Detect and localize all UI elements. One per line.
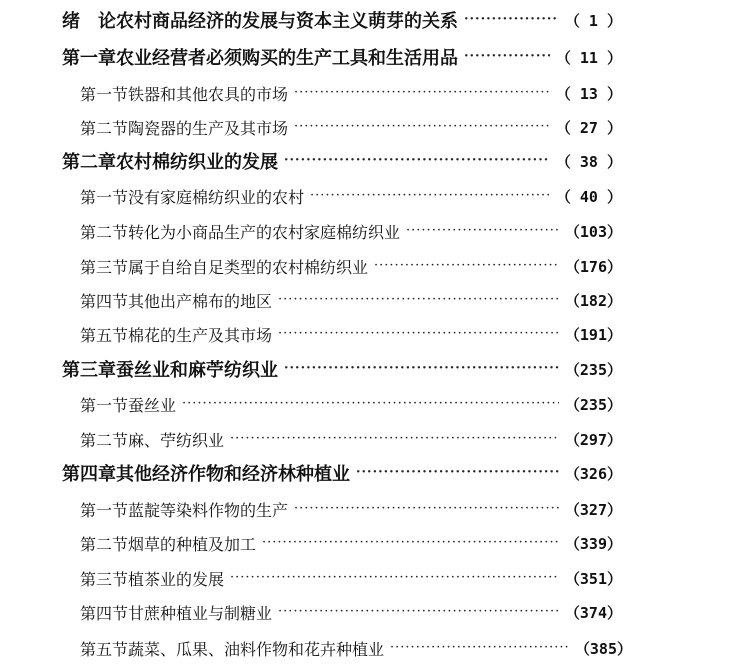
leader-dots [390,639,569,657]
entry-number: 第三节 [80,569,129,589]
entry-number: 第三章 [62,360,116,381]
toc-entry-section[interactable] [80,389,622,419]
entry-title: 麻、苧纺织业 [128,430,225,450]
entry-title: 蚕丝业和麻苧纺织业 [116,360,278,381]
entry-number: 第二节 [80,534,129,554]
leader-dots [230,569,559,587]
entry-title: 农业经营者必须购买的生产工具和生活用品 [116,48,458,69]
leader-dots [406,222,559,240]
toc-entry-section[interactable] [80,251,622,281]
entry-page: （ 1 ） [564,11,622,30]
leader-dots [278,603,559,621]
entry-number: 第二节 [80,430,129,450]
entry-page: （ 27 ） [555,118,622,137]
toc-entry-section[interactable] [80,285,622,315]
entry-number: 第四章 [62,464,116,485]
entry-page: （ 13 ） [555,84,622,103]
entry-page: （235） [564,395,622,414]
toc-entry-chapter-3[interactable] [62,354,622,384]
entry-title: 农村商品经济的发展与资本主义萌芽的关系 [116,11,458,32]
entry-number: 绪 论 [62,11,116,32]
entry-title: 蓝靛等染料作物的生产 [128,500,289,520]
entry-page: （385） [574,639,632,658]
entry-page: （182） [564,291,622,310]
toc-entry-section[interactable] [80,181,622,211]
entry-title: 棉花的生产及其市场 [128,325,273,345]
entry-number: 第一节 [80,187,129,207]
entry-number: 第五节 [80,325,129,345]
toc-entry-section[interactable] [80,563,622,593]
entry-title: 蚕丝业 [128,395,177,415]
entry-title: 转化为小商品生产的农村家庭棉纺织业 [128,222,401,242]
entry-number: 第一节 [80,500,129,520]
entry-page: （339） [564,534,622,553]
toc-entry-chapter-2[interactable] [62,146,622,176]
toc-entry-section[interactable] [80,494,622,524]
entry-number: 第二节 [80,222,129,242]
entry-number: 第四节 [80,603,129,623]
entry-number: 第一节 [80,395,129,415]
entry-title: 铁器和其他农具的市场 [128,84,289,104]
toc-entry-section[interactable] [80,216,622,246]
entry-title: 其他经济作物和经济林种植业 [116,464,350,485]
entry-number: 第二章 [62,152,116,173]
entry-number: 第四节 [80,291,129,311]
toc-entry-section[interactable] [80,112,622,142]
toc-entry-intro[interactable] [62,5,622,35]
entry-title: 甘蔗种植业与制糖业 [128,603,273,623]
leader-dots [310,187,550,205]
entry-page: （191） [564,325,622,344]
entry-title: 属于自给自足类型的农村棉纺织业 [128,257,369,277]
entry-page: （103） [564,222,622,241]
entry-number: 第五节 [80,639,129,659]
entry-page: （326） [564,464,622,483]
toc-entry-section[interactable] [80,597,622,627]
leader-dots [294,500,559,518]
leader-dots [262,534,559,552]
entry-number: 第三节 [80,257,129,277]
entry-title: 其他出产棉布的地区 [128,291,273,311]
leader-dots [284,152,550,170]
entry-title: 没有家庭棉纺织业的农村 [128,187,305,207]
leader-dots [294,118,550,136]
entry-title: 陶瓷器的生产及其市场 [128,118,289,138]
toc-entry-section[interactable] [80,424,622,454]
toc-entry-section[interactable] [80,528,622,558]
toc-entry-section[interactable] [80,633,632,663]
entry-number: 第二节 [80,118,129,138]
entry-page: （374） [564,603,622,622]
leader-dots [278,291,559,309]
entry-page: （ 40 ） [555,187,622,206]
entry-page: （ 11 ） [555,48,622,67]
entry-title: 烟草的种植及加工 [128,534,257,554]
entry-page: （327） [564,500,622,519]
entry-page: （235） [564,360,622,379]
leader-dots [464,11,559,29]
entry-page: （ 38 ） [555,152,622,171]
entry-title: 蔬菜、瓜果、油料作物和花卉种植业 [128,639,385,659]
entry-title: 植茶业的发展 [128,569,225,589]
leader-dots [230,430,559,448]
leader-dots [356,464,559,482]
entry-page: （351） [564,569,622,588]
leader-dots [294,84,550,102]
entry-title: 农村棉纺织业的发展 [116,152,278,173]
toc-entry-section[interactable] [80,319,622,349]
toc-entry-section[interactable] [80,78,622,108]
leader-dots [278,325,559,343]
entry-number: 第一节 [80,84,129,104]
leader-dots [374,257,559,275]
toc-entry-chapter-1[interactable] [62,42,622,72]
toc-entry-chapter-4[interactable] [62,458,622,488]
leader-dots [284,360,559,378]
leader-dots [182,395,559,413]
entry-page: （297） [564,430,622,449]
entry-number: 第一章 [62,48,116,69]
leader-dots [464,48,550,66]
entry-page: （176） [564,257,622,276]
